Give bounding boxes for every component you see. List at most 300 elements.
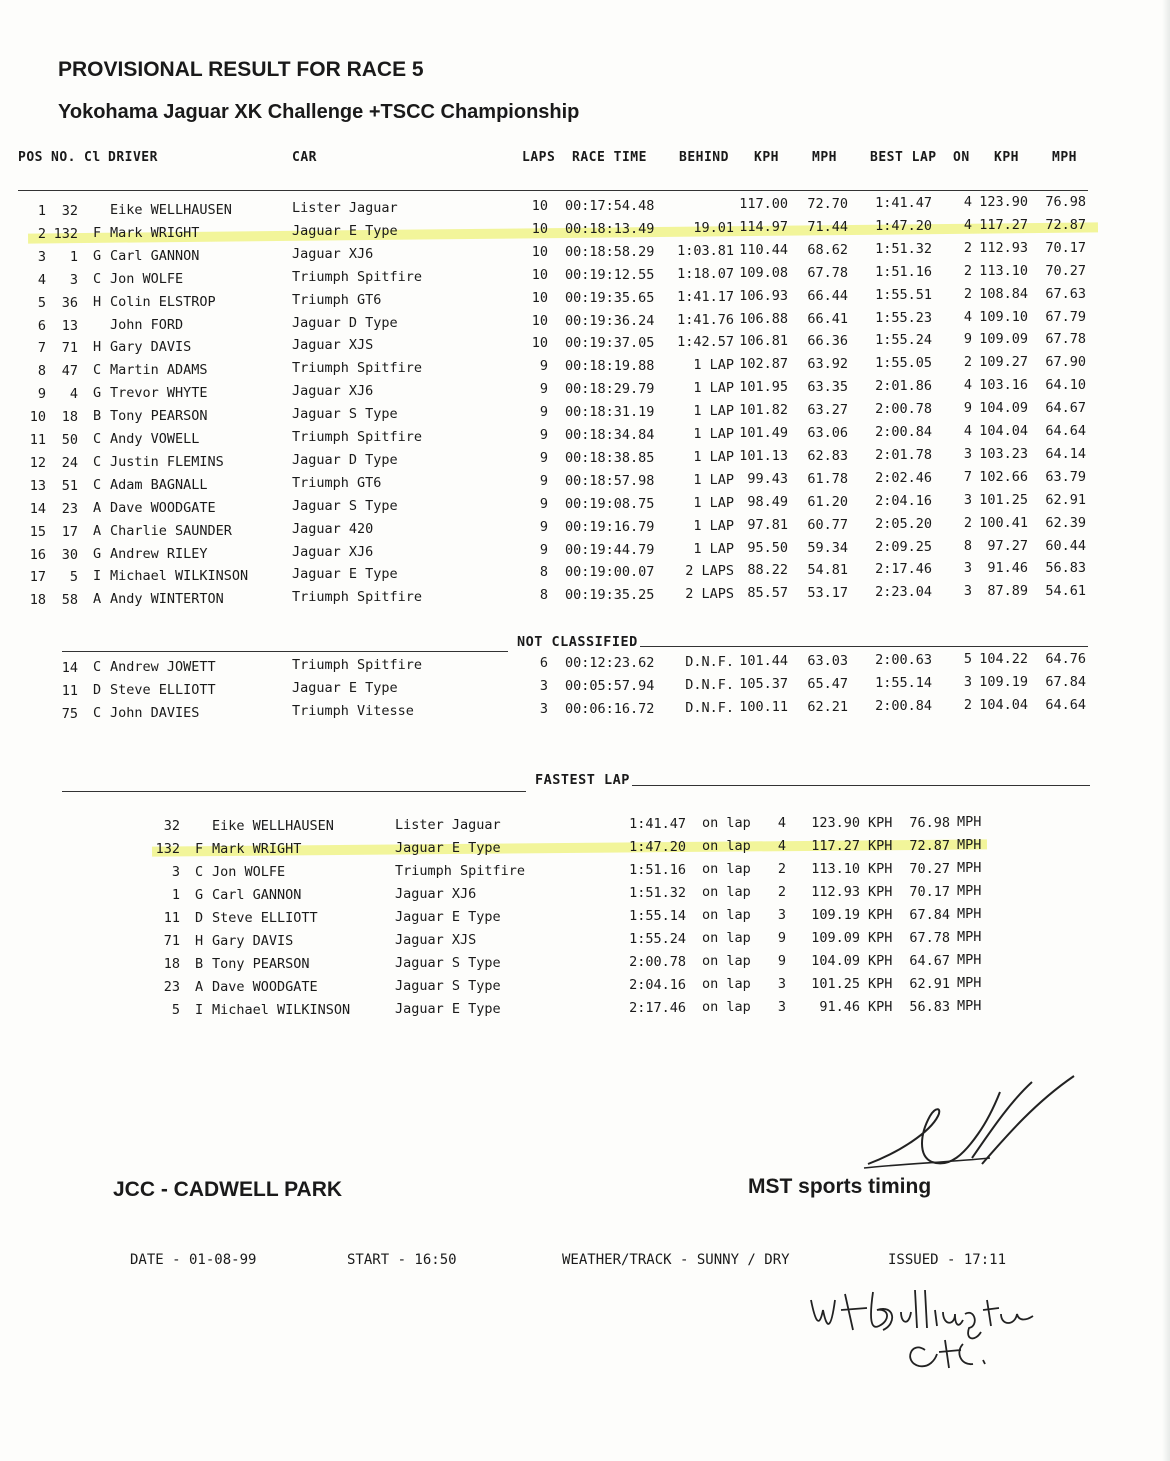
cell-laps: 10	[531, 266, 548, 283]
cell-on-lap: 4	[963, 423, 972, 439]
cell-mph-unit: MPH	[957, 814, 982, 830]
cell-car: Jaguar E Type	[395, 909, 501, 925]
divider-rule	[62, 651, 508, 652]
cell-driver: Andrew RILEY	[110, 545, 208, 562]
cell-mph: 63.92	[807, 356, 848, 373]
cell-no: 132	[53, 225, 78, 242]
cell-kph: 109.08	[739, 264, 788, 281]
header-no: NO.	[51, 150, 76, 165]
cell-on-lap-label: on lap	[702, 930, 751, 946]
cell-best-mph: 64.14	[1045, 445, 1086, 462]
cell-on-lap-label: on lap	[702, 815, 751, 831]
cell-no: 71	[163, 933, 180, 949]
cell-no: 30	[61, 546, 78, 563]
cell-mph-unit: MPH	[957, 929, 982, 945]
cell-pos: 3	[37, 248, 46, 265]
cell-mph-unit: MPH	[957, 906, 982, 922]
header-best-kph: KPH	[994, 150, 1019, 165]
cell-mph-unit: MPH	[957, 998, 982, 1014]
cell-class: H	[93, 293, 102, 310]
cell-laps: 9	[539, 472, 548, 489]
cell-on-lap: 2	[963, 285, 972, 302]
cell-best-lap: 2:00.78	[875, 401, 932, 418]
cell-no: 1	[171, 887, 180, 903]
cell-mph: 56.83	[909, 999, 950, 1015]
cell-race-time: 00:06:16.72	[565, 700, 655, 717]
table-row	[0, 583, 1170, 614]
cell-driver: Trevor WHYTE	[110, 385, 208, 402]
cell-pos: 18	[29, 592, 46, 609]
cell-laps: 9	[539, 495, 548, 512]
cell-kph: 106.81	[739, 333, 788, 350]
cell-race-time: 00:19:12.55	[565, 266, 655, 283]
cell-on-lap: 9	[963, 331, 972, 348]
cell-pos: 9	[37, 386, 46, 403]
cell-driver: John FORD	[110, 316, 184, 333]
cell-race-time: 00:19:08.75	[565, 495, 655, 512]
cell-on-lap: 4	[963, 216, 972, 233]
cell-best-kph: 103.16	[979, 377, 1028, 394]
cell-laps: 8	[539, 587, 548, 604]
cell-driver: Jon WOLFE	[212, 864, 286, 880]
cell-laps: 10	[531, 198, 548, 214]
cell-kph: 91.46	[819, 999, 860, 1015]
cell-driver: Adam BAGNALL	[110, 476, 208, 493]
cell-best-mph: 67.84	[1045, 673, 1086, 690]
cell-on-lap: 2	[963, 239, 972, 256]
table-row	[0, 975, 1170, 1002]
cell-kph: 95.50	[747, 539, 788, 556]
cell-on-lap: 3	[963, 583, 972, 600]
cell-best-mph: 54.61	[1045, 583, 1086, 600]
header-laps: LAPS	[522, 150, 556, 165]
cell-behind: 1 LAP	[693, 380, 734, 397]
cell-pos: 6	[37, 317, 46, 334]
cell-class: D	[195, 910, 204, 926]
cell-laps: 3	[539, 700, 548, 717]
cell-best-kph: 104.09	[979, 400, 1028, 417]
cell-lap-number: 3	[777, 999, 786, 1015]
cell-laps: 9	[539, 541, 548, 558]
cell-pos: 11	[29, 432, 46, 448]
cell-pos: 7	[37, 340, 46, 357]
cell-behind: 19.01	[693, 219, 734, 236]
cell-driver: Mark WRIGHT	[110, 224, 200, 241]
header-pos: POS	[18, 150, 43, 165]
cell-on-lap-label: on lap	[702, 976, 751, 992]
cell-race-time: 00:19:00.07	[565, 564, 655, 581]
cell-mph: 61.78	[807, 470, 848, 487]
cell-mph: 63.27	[807, 402, 848, 419]
cell-class: F	[93, 224, 102, 241]
cell-best-kph: 113.10	[979, 262, 1028, 279]
cell-mph: 60.77	[807, 516, 848, 533]
cell-mph: 53.17	[807, 585, 848, 602]
cell-best-mph: 72.87	[1045, 216, 1086, 233]
cell-lap-time: 1:55.24	[629, 931, 686, 947]
cell-mph: 63.35	[807, 379, 848, 396]
cell-mph: 67.78	[807, 264, 848, 281]
cell-mph-unit: MPH	[957, 952, 982, 968]
page-title: PROVISIONAL RESULT FOR RACE 5	[58, 58, 424, 81]
cell-kph: 88.22	[747, 562, 788, 579]
cell-kph-unit: KPH	[868, 976, 893, 992]
cell-mph: 68.62	[807, 241, 848, 258]
cell-kph: 101.13	[739, 447, 788, 464]
cell-car: Jaguar XJS	[395, 932, 477, 948]
cell-laps: 9	[539, 427, 548, 443]
table-row	[0, 998, 1170, 1025]
header-rule	[18, 190, 1088, 191]
cell-laps: 10	[531, 335, 548, 352]
cell-kph: 100.11	[739, 698, 788, 715]
cell-class: F	[195, 841, 204, 857]
cell-on-lap: 3	[963, 560, 972, 577]
cell-best-mph: 64.76	[1045, 651, 1086, 667]
cell-laps: 9	[539, 358, 548, 375]
cell-driver: John DAVIES	[110, 704, 200, 721]
cell-kph: 85.57	[747, 585, 788, 602]
cell-best-lap: 1:55.24	[875, 332, 932, 349]
cell-car: Lister Jaguar	[395, 817, 501, 833]
cell-best-kph: 97.27	[987, 537, 1028, 554]
cell-no: 13	[61, 317, 78, 334]
cell-class: H	[195, 933, 204, 949]
cell-best-mph: 67.79	[1045, 308, 1086, 325]
cell-on-lap-label: on lap	[702, 838, 751, 854]
cell-no: 24	[61, 454, 78, 471]
cell-no: 14	[61, 660, 78, 676]
cell-best-lap: 1:55.23	[875, 309, 932, 326]
cell-no: 50	[61, 432, 78, 448]
cell-class: C	[93, 704, 102, 721]
cell-on-lap: 2	[963, 262, 972, 279]
cell-race-time: 00:05:57.94	[565, 677, 655, 694]
cell-best-lap: 2:00.84	[875, 697, 932, 714]
cell-on-lap-label: on lap	[702, 999, 751, 1015]
cell-on-lap-label: on lap	[702, 953, 751, 969]
cell-best-lap: 2:00.63	[875, 652, 932, 668]
cell-lap-number: 9	[777, 930, 786, 946]
cell-mph-unit: MPH	[957, 837, 982, 853]
cell-best-mph: 64.67	[1045, 400, 1086, 417]
cell-best-lap: 1:47.20	[875, 217, 932, 234]
cell-best-kph: 123.90	[979, 194, 1028, 210]
cell-class: C	[93, 362, 102, 379]
cell-lap-number: 2	[777, 861, 786, 877]
table-row	[0, 860, 1170, 887]
cell-race-time: 00:18:19.88	[565, 358, 655, 375]
cell-pos: 2	[37, 225, 46, 242]
cell-lap-number: 3	[777, 976, 786, 992]
cell-no: 5	[69, 569, 78, 586]
cell-no: 11	[163, 910, 180, 926]
cell-no: 36	[61, 294, 78, 311]
cell-best-kph: 104.04	[979, 423, 1028, 439]
cell-on-lap: 3	[963, 445, 972, 462]
cell-class: B	[93, 408, 102, 425]
cell-car: Jaguar 420	[292, 520, 374, 537]
page-subtitle: Yokohama Jaguar XK Challenge +TSCC Championship	[58, 101, 580, 123]
cell-class: I	[93, 568, 102, 585]
cell-kph-unit: KPH	[868, 861, 893, 877]
table-row	[0, 929, 1170, 956]
cell-on-lap: 3	[963, 491, 972, 508]
cell-lap-number: 4	[777, 815, 786, 831]
cell-best-lap: 1:41.47	[875, 195, 932, 211]
cell-car: Jaguar XJ6	[292, 543, 374, 560]
cell-kph-unit: KPH	[868, 930, 893, 946]
cell-mph: 76.98	[909, 815, 950, 831]
cell-class: G	[93, 385, 102, 402]
cell-no: 1	[69, 248, 78, 265]
cell-mph: 71.44	[807, 218, 848, 235]
cell-no: 132	[155, 841, 180, 857]
cell-car: Triumph GT6	[292, 474, 382, 491]
header-car: CAR	[292, 150, 317, 165]
cell-driver: Mark WRIGHT	[212, 841, 302, 857]
cell-race-time: 00:19:36.24	[565, 312, 655, 329]
cell-on-lap-label: on lap	[702, 861, 751, 877]
cell-on-lap: 2	[963, 354, 972, 371]
cell-class: A	[195, 979, 204, 995]
cell-on-lap: 5	[963, 651, 972, 667]
cell-race-time: 00:18:58.29	[565, 243, 655, 260]
cell-driver: Justin FLEMINS	[110, 453, 224, 470]
cell-behind: 1 LAP	[693, 357, 734, 374]
cell-no: 47	[61, 363, 78, 380]
cell-mph: 62.21	[807, 698, 848, 715]
cell-mph: 66.44	[807, 287, 848, 304]
cell-laps: 9	[539, 381, 548, 398]
cell-best-lap: 2:17.46	[875, 561, 932, 578]
cell-pos: 12	[29, 454, 46, 471]
table-row	[0, 906, 1170, 933]
cell-kph: 101.95	[739, 379, 788, 396]
cell-lap-time: 1:51.16	[629, 862, 686, 878]
cell-no: 4	[69, 386, 78, 403]
cell-behind: 1:41.17	[677, 288, 734, 305]
cell-kph: 117.00	[739, 196, 788, 212]
cell-class: C	[93, 476, 102, 493]
cell-driver: Tony PEARSON	[110, 408, 208, 425]
cell-mph: 65.47	[807, 675, 848, 692]
cell-car: Jaguar D Type	[292, 451, 398, 468]
cell-lap-time: 1:41.47	[629, 816, 686, 832]
cell-driver: Eike WELLHAUSEN	[212, 818, 334, 834]
cell-behind: 2 LAPS	[685, 563, 734, 580]
cell-mph-unit: MPH	[957, 975, 982, 991]
cell-driver: Carl GANNON	[212, 887, 302, 903]
cell-class: C	[93, 431, 102, 447]
cell-kph-unit: KPH	[868, 999, 893, 1015]
cell-driver: Andrew JOWETT	[110, 659, 216, 675]
cell-kph: 98.49	[747, 493, 788, 510]
cell-driver: Colin ELSTROP	[110, 293, 216, 310]
cell-best-lap: 1:55.51	[875, 286, 932, 303]
header-on: ON	[953, 150, 970, 165]
cell-mph: 72.87	[909, 838, 950, 854]
cell-kph-unit: KPH	[868, 838, 893, 854]
cell-kph: 113.10	[811, 861, 860, 877]
cell-lap-number: 3	[777, 907, 786, 923]
cell-kph: 101.82	[739, 402, 788, 419]
cell-car: Jaguar S Type	[395, 978, 501, 994]
cell-lap-number: 2	[777, 884, 786, 900]
cell-on-lap: 8	[963, 537, 972, 554]
cell-best-mph: 56.83	[1045, 560, 1086, 577]
cell-best-mph: 64.10	[1045, 377, 1086, 394]
cell-class: A	[93, 591, 102, 608]
table-row	[0, 814, 1170, 841]
header-best-lap: BEST LAP	[870, 150, 937, 165]
start-time: START - 16:50	[347, 1252, 457, 1268]
cell-race-time: 00:18:13.49	[565, 220, 655, 237]
cell-best-lap: 2:01.78	[875, 446, 932, 463]
cell-pos: 15	[29, 523, 46, 540]
cell-laps: 10	[531, 243, 548, 260]
cell-on-lap-label: on lap	[702, 884, 751, 900]
cell-best-lap: 1:51.16	[875, 263, 932, 280]
cell-car: Triumph Spitfire	[292, 429, 423, 445]
cell-class: C	[195, 864, 204, 880]
cell-best-mph: 60.44	[1045, 537, 1086, 554]
cell-best-mph: 70.27	[1045, 262, 1086, 279]
cell-no: 17	[61, 523, 78, 540]
cell-car: Jaguar XJ6	[292, 383, 374, 400]
table-row	[0, 952, 1170, 979]
cell-driver: Andy VOWELL	[110, 431, 200, 447]
signature-image	[860, 1072, 1090, 1177]
cell-behind: D.N.F.	[685, 676, 734, 693]
cell-car: Triumph Spitfire	[292, 657, 423, 673]
cell-no: 71	[61, 340, 78, 357]
cell-car: Jaguar E Type	[395, 1001, 501, 1017]
cell-no: 75	[61, 705, 78, 722]
header-cl: Cl	[84, 150, 101, 165]
cell-best-mph: 62.91	[1045, 491, 1086, 508]
cell-no: 11	[61, 682, 78, 699]
cell-laps: 8	[539, 564, 548, 581]
cell-kph: 105.37	[739, 675, 788, 692]
header-mph: MPH	[812, 150, 837, 165]
cell-class: A	[93, 522, 102, 539]
cell-pos: 13	[29, 477, 46, 494]
cell-best-kph: 104.22	[979, 651, 1028, 667]
cell-car: Jaguar S Type	[292, 406, 398, 423]
cell-laps: 9	[539, 518, 548, 535]
cell-behind: 1 LAP	[693, 426, 734, 442]
cell-best-lap: 1:55.14	[875, 674, 932, 691]
cell-race-time: 00:17:54.48	[565, 198, 655, 214]
cell-best-lap: 2:05.20	[875, 515, 932, 532]
cell-race-time: 00:19:35.65	[565, 289, 655, 306]
cell-mph: 64.67	[909, 953, 950, 969]
cell-kph: 109.19	[811, 907, 860, 923]
cell-on-lap: 3	[963, 673, 972, 690]
cell-mph: 67.78	[909, 930, 950, 946]
cell-mph: 70.17	[909, 884, 950, 900]
cell-driver: Steve ELLIOTT	[212, 910, 318, 926]
cell-kph: 106.88	[739, 310, 788, 327]
cell-best-lap: 1:51.32	[875, 240, 932, 257]
cell-kph: 106.93	[739, 287, 788, 304]
cell-driver: Jon WOLFE	[110, 270, 184, 287]
cell-car: Triumph Vitesse	[292, 702, 414, 719]
cell-on-lap: 9	[963, 400, 972, 417]
cell-mph: 61.20	[807, 493, 848, 510]
cell-laps: 6	[539, 655, 548, 671]
cell-class: B	[195, 956, 204, 972]
cell-pos: 4	[37, 271, 46, 288]
cell-driver: Dave WOODGATE	[110, 499, 216, 516]
cell-pos: 14	[29, 500, 46, 517]
cell-class: G	[195, 887, 204, 903]
cell-race-time: 00:19:37.05	[565, 335, 655, 352]
cell-class: C	[93, 270, 102, 287]
cell-on-lap: 7	[963, 468, 972, 485]
cell-laps: 3	[539, 677, 548, 694]
cell-behind: 1 LAP	[693, 471, 734, 488]
cell-behind: 2 LAPS	[685, 586, 734, 603]
cell-lap-time: 1:51.32	[629, 885, 686, 901]
cell-mph-unit: MPH	[957, 883, 982, 899]
cell-driver: Gary DAVIS	[110, 339, 192, 356]
cell-no: 23	[163, 979, 180, 995]
cell-mph: 72.70	[807, 196, 848, 212]
timing-company: MST sports timing	[748, 1175, 932, 1198]
divider-rule	[632, 785, 1090, 786]
cell-mph: 67.84	[909, 907, 950, 923]
cell-best-kph: 109.09	[979, 331, 1028, 348]
cell-class: A	[93, 499, 102, 516]
cell-no: 5	[171, 1002, 180, 1018]
cell-laps: 10	[531, 220, 548, 237]
header-behind: BEHIND	[679, 150, 729, 165]
cell-driver: Tony PEARSON	[212, 956, 310, 972]
cell-no: 18	[61, 409, 78, 426]
cell-kph: 117.27	[811, 838, 860, 854]
not-classified-label: NOT CLASSIFIED	[517, 634, 638, 650]
cell-pos: 8	[37, 363, 46, 380]
cell-car: Triumph GT6	[292, 291, 382, 308]
cell-mph: 62.91	[909, 976, 950, 992]
cell-behind: 1 LAP	[693, 517, 734, 534]
cell-best-mph: 67.78	[1045, 331, 1086, 348]
cell-mph: 54.81	[807, 562, 848, 579]
cell-best-kph: 91.46	[987, 560, 1028, 577]
cell-on-lap: 2	[963, 514, 972, 531]
cell-kph: 101.49	[739, 425, 788, 441]
cell-best-kph: 104.04	[979, 696, 1028, 713]
cell-mph-unit: MPH	[957, 860, 982, 876]
divider-rule	[62, 791, 526, 792]
cell-best-lap: 2:23.04	[875, 584, 932, 601]
cell-on-lap: 2	[963, 696, 972, 713]
header-best-mph: MPH	[1052, 150, 1077, 165]
cell-lap-time: 1:55.14	[629, 908, 686, 924]
cell-best-mph: 76.98	[1045, 194, 1086, 210]
cell-pos: 16	[29, 546, 46, 563]
cell-behind: 1 LAP	[693, 494, 734, 511]
cell-car: Jaguar E Type	[292, 222, 398, 239]
cell-kph: 114.97	[739, 218, 788, 235]
cell-laps: 9	[539, 404, 548, 421]
race-date: DATE - 01-08-99	[130, 1252, 257, 1268]
cell-behind: D.N.F.	[685, 654, 734, 670]
cell-kph: 99.43	[747, 470, 788, 487]
cell-behind: 1:18.07	[677, 265, 734, 282]
